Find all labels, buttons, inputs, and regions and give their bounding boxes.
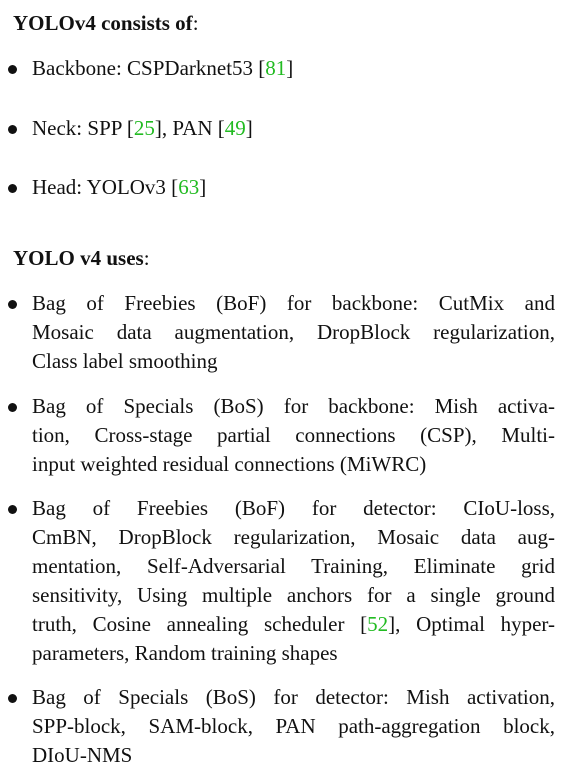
bullet-icon xyxy=(8,300,17,309)
text-line: Class label smoothing xyxy=(32,349,218,373)
text-line: parameters, Random training shapes xyxy=(32,641,338,665)
heading-text: YOLOv4 consists of xyxy=(13,11,193,35)
text-line: input weighted residual connections (MiWRC) xyxy=(32,452,427,476)
text-line: Bag of Specials (BoS) for backbone: Mish activa- xyxy=(32,394,555,418)
bullet-icon xyxy=(8,694,17,703)
section-heading-uses xyxy=(13,244,150,273)
item-text: ] xyxy=(286,56,294,80)
item-text: ], PAN [ xyxy=(154,116,225,140)
text-line: Mosaic data augmentation, DropBlock regularization, xyxy=(32,320,555,344)
text-line xyxy=(32,610,555,639)
heading-text: YOLO v4 uses xyxy=(13,246,144,270)
text-line: DIoU-NMS xyxy=(32,743,133,767)
text-line: Bag of Freebies (BoF) for detector: CIoU-loss, xyxy=(32,496,555,520)
item-text: ] xyxy=(245,116,253,140)
text-line: tion, Cross-stage partial connections (CSP), Multi- xyxy=(32,423,555,447)
text-line: sensitivity, Using multiple anchors for a single ground xyxy=(32,583,555,607)
text-line: Bag of Freebies (BoF) for backbone: CutMix and xyxy=(32,291,555,315)
bullet-icon xyxy=(8,403,17,412)
text-line: mentation, Self-Adversarial Training, Eliminate grid xyxy=(32,554,555,578)
line-text: ], Optimal hyper- xyxy=(388,612,555,636)
citation-link[interactable]: 63 xyxy=(178,175,200,199)
line-text: truth, Cosine annealing scheduler [ xyxy=(32,612,368,636)
text-line: SPP-block, SAM-block, PAN path-aggregation block, xyxy=(32,714,555,738)
item-text: Backbone: CSPDarknet53 [ xyxy=(32,56,266,80)
heading-colon: : xyxy=(192,11,199,35)
section-heading-consists xyxy=(13,9,199,38)
item-text: Head: YOLOv3 [ xyxy=(32,175,179,199)
bullet-icon xyxy=(8,184,17,193)
item-text: ] xyxy=(199,175,207,199)
text-line: Bag of Specials (BoS) for detector: Mish activation, xyxy=(32,685,555,709)
text-line: CmBN, DropBlock regularization, Mosaic data aug- xyxy=(32,525,555,549)
citation-link[interactable]: 81 xyxy=(265,56,287,80)
citation-link[interactable]: 49 xyxy=(224,116,246,140)
heading-colon: : xyxy=(143,246,150,270)
citation-link[interactable]: 52 xyxy=(367,612,389,636)
bullet-icon xyxy=(8,125,17,134)
citation-link[interactable]: 25 xyxy=(133,116,155,140)
bullet-icon xyxy=(8,65,17,74)
bullet-icon xyxy=(8,505,17,514)
item-text: Neck: SPP [ xyxy=(32,116,134,140)
